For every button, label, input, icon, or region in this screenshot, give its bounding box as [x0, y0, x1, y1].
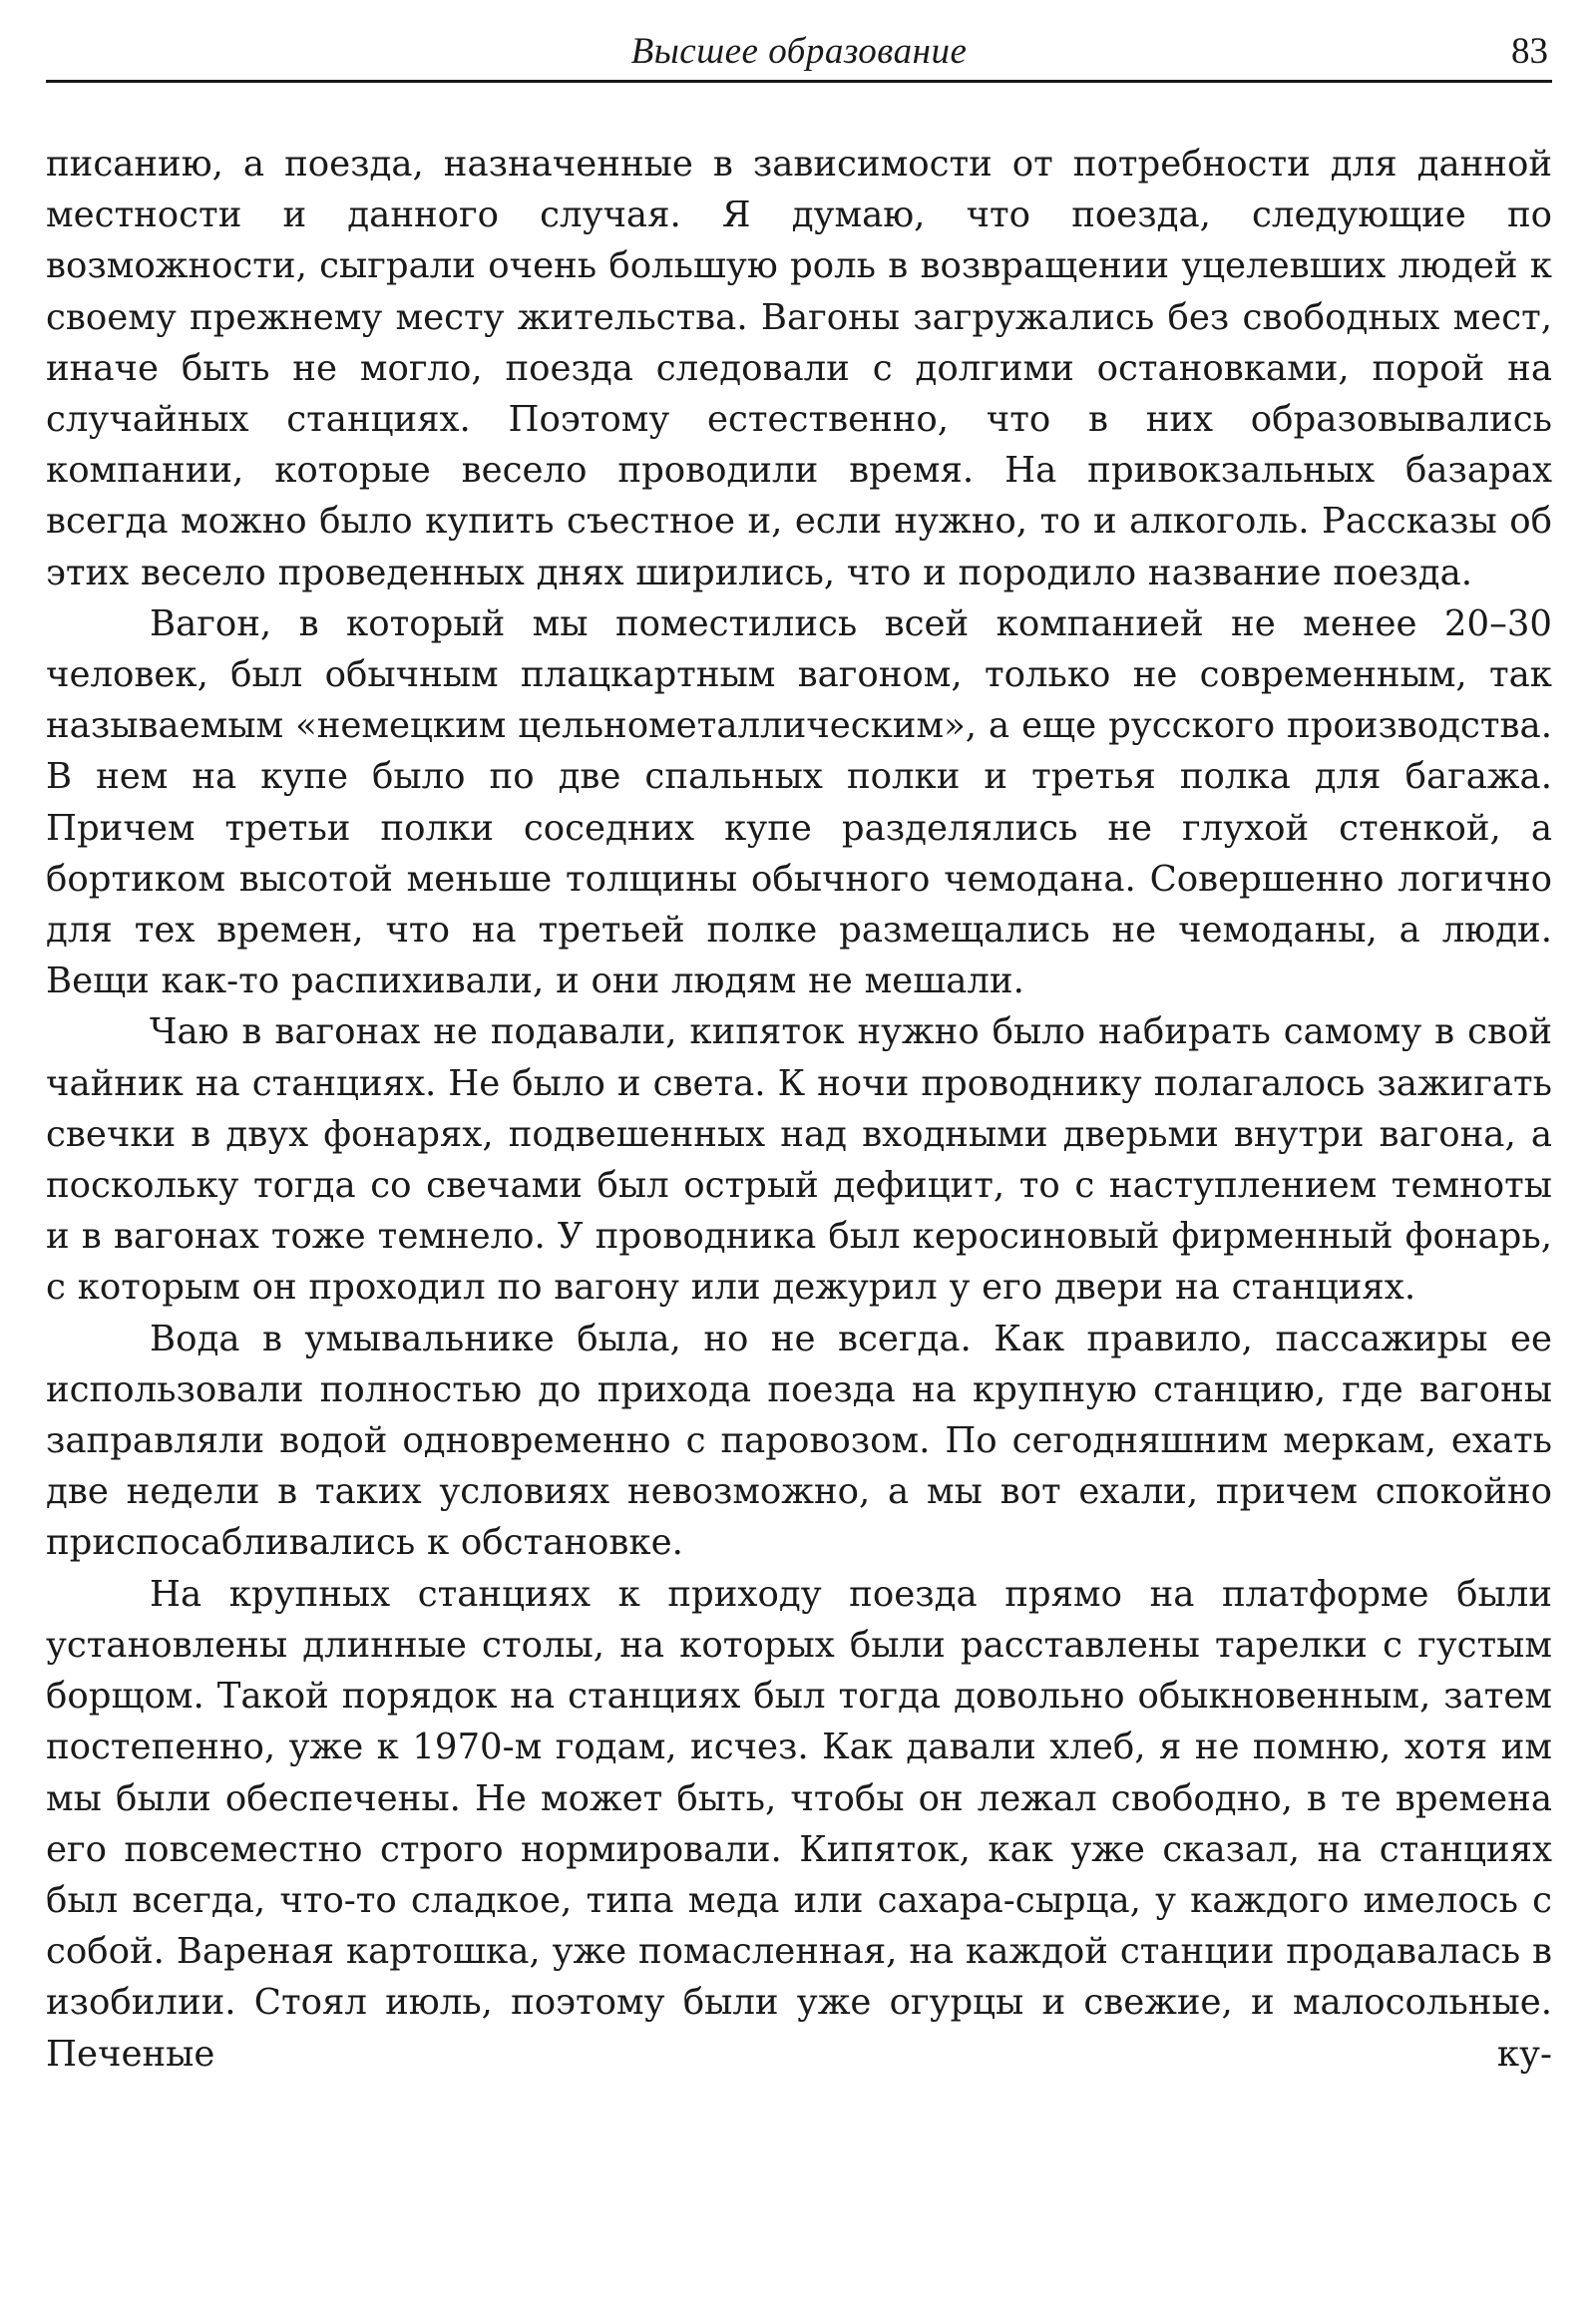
- page-number: 83: [1511, 31, 1548, 72]
- running-head: [46, 22, 1552, 83]
- running-title: Высшее образование: [630, 31, 968, 72]
- book-page: [46, 22, 1552, 2080]
- paragraph: писанию, а поезда, назначенные в зависимости от потребности для данной местности и данного случая. Я думаю, что поезда, следующие по возможности, сыграли очень большую роль в возвращении уцелевших людей к своему прежнему месту жительства. Вагоны загружались без свободных мест, иначе быть не могло, поезда следовали с долгими остановками, порой на случайных станциях. Поэтому естественно, что в них образовывались компании, которые весело проводили время. На привокзальных базарах всегда можно было купить съестное и, если нужно, то и алкоголь. Рассказы об этих весело проведенных днях ширились, что и породило название поезда.: [46, 144, 1552, 593]
- paragraph: На крупных станциях к приходу поезда прямо на платформе были установлены длинные столы, на которых были расставлены тарелки с густым борщом. Такой порядок на станциях был тогда довольно обыкновенным, затем постепенно, уже к 1970-м годам, исчез. Как давали хлеб, я не помню, хотя им мы были обеспечены. Не может быть, чтобы он лежал свободно, в те времена его повсеместно строго нормировали. Кипяток, как уже сказал, на станциях был всегда, что-то сладкое, типа меда или сахара-сырца, у каждого имелось с собой. Вареная картошка, уже помасленная, на каждой станции продавалась в изобилии. Стоял июль, поэтому были уже огурцы и свежие, и малосольные. Печеные ку-: [46, 1573, 1552, 2075]
- body-text: [46, 139, 1552, 2080]
- paragraph: Вагон, в который мы поместились всей компанией не менее 20–30 человек, был обычным плацкартным вагоном, только не современным, так называемым «немецким цельнометаллическим», а еще русского производства. В нем на купе было по две спальных полки и третья полка для багажа. Причем третьи полки соседних купе разделялись не глухой стенкой, а бортиком высотой меньше толщины обычного чемодана. Совершенно логично для тех времен, что на третьей полке размещались не чемоданы, а люди. Вещи как-то распихивали, и они людям не мешали.: [46, 602, 1552, 1002]
- paragraph: Чаю в вагонах не подавали, кипяток нужно было набирать самому в свой чайник на станциях. Не было и света. К ночи проводнику полагалось зажигать свечки в двух фонарях, подвешенных над входными дверьми внутри вагона, а поскольку тогда со свечами был острый дефицит, то с наступлением темноты и в вагонах тоже темнело. У проводника был керосиновый фирменный фонарь, с которым он проходил по вагону или дежурил у его двери на станциях.: [46, 1011, 1552, 1309]
- paragraph: Вода в умывальнике была, но не всегда. Как правило, пассажиры ее использовали полностью до прихода поезда на крупную станцию, где вагоны заправляли водой одновременно с паровозом. По сегодняшним меркам, ехать две недели в таких условиях невозможно, а мы вот ехали, причем спокойно приспосабливались к обстановке.: [46, 1318, 1552, 1564]
